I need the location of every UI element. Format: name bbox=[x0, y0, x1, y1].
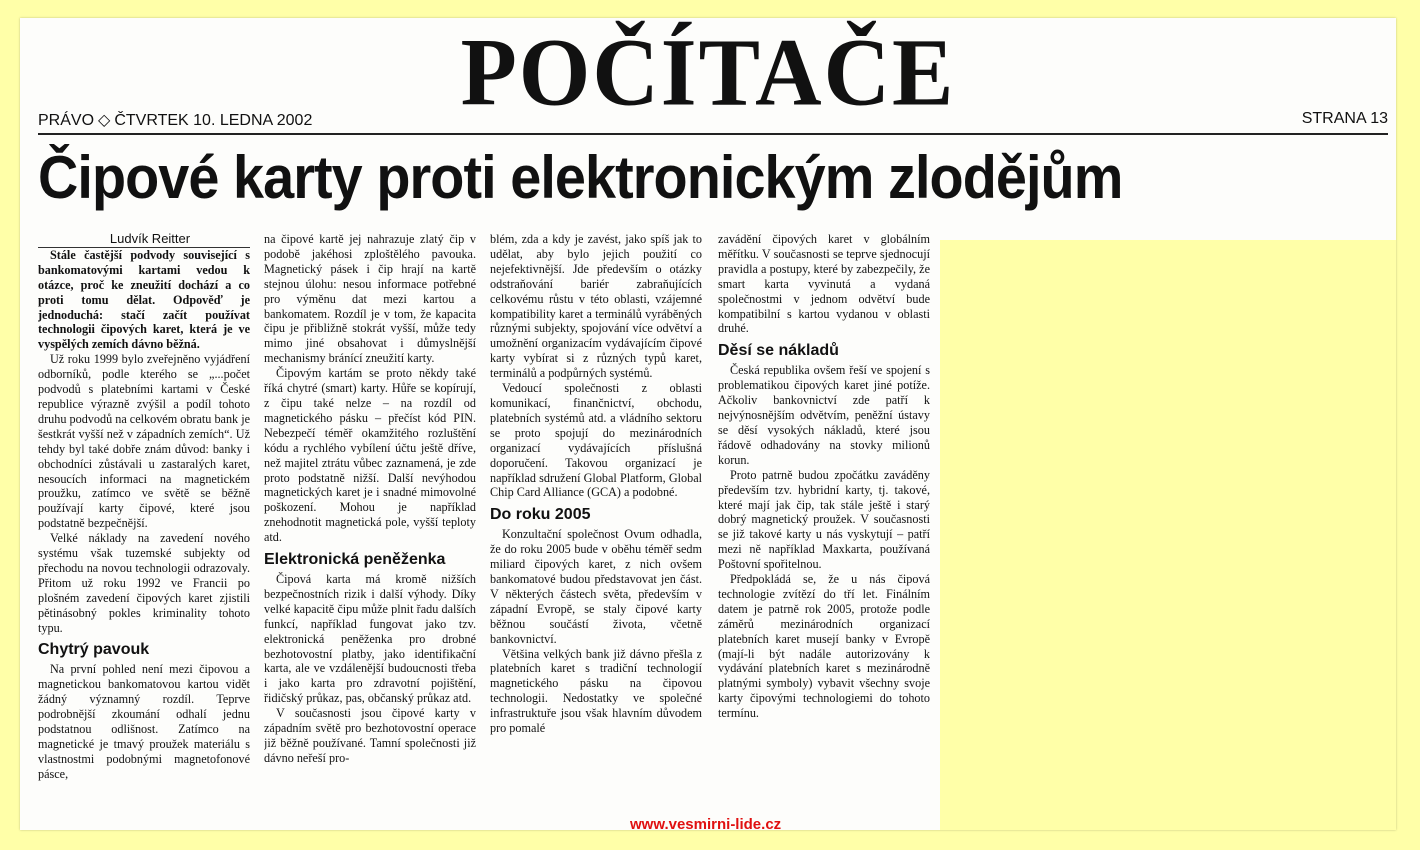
article-column-3 bbox=[490, 232, 702, 830]
paragraph: Už roku 1999 bylo zveřejněno vyjádření odborníků, podle kterého se „...počet podvodů s platebními kartami v České republice výrazně zvýšil a podíl tohoto druhu podvodů na celkovém obratu bank je šestkrát vyšší než v západních zemích“. Už tehdy byl také dobře znám důvod: banky i obchodníci zůstávali u zastaralých karet, nesoucích informaci na magnetickém proužku, zatímco ve světě se běžně používají karty čipové, které jsou podstatně bezpečnější. bbox=[38, 352, 250, 531]
newspaper-clipping bbox=[20, 18, 1396, 830]
paragraph: blém, zda a kdy je zavést, jako spíš jak to udělat, aby bylo jejich použití co nejefektivnější. Jde především o otázky odstraňování bariér zabraňujících celkovému růstu v této oblasti, vzájemné kompatibility karet a terminálů vyráběných různými subjekty, spojování více odvětví a umožnění organizacím vydávajícím čipové karty vybírat si z různých typů karet, terminálů a podpůrných systémů. bbox=[490, 232, 702, 381]
subheading: Do roku 2005 bbox=[490, 506, 591, 524]
article-lead: Stále častější podvody související s bankomatovými kartami vedou k otázce, proč ke zneužití dochází a co proti tomu dělat. Odpověď je jednoduchá: stačí začít používat technologii čipových karet, která je ve vyspělých zemích dávno běžná. bbox=[38, 247, 250, 352]
paragraph: Většina velkých bank již dávno přešla z platebních karet s tradiční technologií magnetického pásku na čipovou technologii. Nedostatky ve společné infrastruktuře jsou však hlavním důvodem pro pomalé bbox=[490, 646, 702, 736]
paragraph: na čipové kartě jej nahrazuje zlatý čip v podobě jakéhosi zploštělého pavouka. Magnetický pásek i čip hrají na kartě stejnou úlohu: nesou informace potřebné pro výměnu dat mezi kartou a bankomatem. Rozdíl je v tom, že kapacita čipu je přibližně stokrát vyšší, může tedy mimo jiné obsahovat i důmyslnější mechanismy bránící zneužití karty. bbox=[264, 232, 476, 366]
paragraph: Na první pohled není mezi čipovou a magnetickou bankomatovou kartou vidět žádný významný rozdíl. Teprve podrobnější zkoumání odhalí jednu podstatnou odlišnost. Zatímco na magnetické je tmavý proužek materiálu s vlastnostmi podobnými magnetofonové pásce, bbox=[38, 662, 250, 781]
article-headline: Čipové karty proti elektronickým zlodějům bbox=[38, 144, 1123, 211]
article-column-1 bbox=[38, 232, 250, 830]
paragraph: Vedoucí společnosti z oblasti komunikací, finančnictví, obchodu, platebních systémů atd. a vládního sektoru se proto spojují do mezinárodních organizací vydávajících příslušná doporučení. Takovou organizací je například sdružení Global Platform, Global Chip Card Alliance (GCA) a podobné. bbox=[490, 381, 702, 500]
article-column-2 bbox=[264, 232, 476, 830]
paper-name: PRÁVO bbox=[38, 112, 95, 129]
issue-date: ČTVRTEK 10. LEDNA 2002 bbox=[114, 112, 313, 129]
subheading: Elektronická peněženka bbox=[264, 551, 446, 569]
masthead-left bbox=[38, 110, 316, 130]
paragraph: Čipovým kartám se proto někdy také říká chytré (smart) karty. Hůře se kopírují, z čipu také nelze – na rozdíl od magnetického pásku – přečíst kód PIN. Nebezpečí téměř okamžitého rozluštění kódu a rychlého vybílení účtu ještě dříve, než majitel ztrátu vůbec zaznamená, je zde proto podstatně nižší. Další nevýhodou magnetických karet je i snadné mimovolné poškození. Mohou je například znehodnotit magnetická pole, vyšší teploty atd. bbox=[264, 366, 476, 545]
subheading: Děsí se nákladů bbox=[718, 342, 839, 360]
paragraph: Česká republika ovšem řeší ve spojení s problematikou čipových karet jiné potíže. Ačkoliv bankovnictví zde patří k nejvýnosnějším odvětvím, peněžní ústavy se děsí vysokých nákladů, které jsou řádově odhadovány na stovky milionů korun. bbox=[718, 363, 930, 467]
paragraph: Proto patrně budou zpočátku zaváděny především tzv. hybridní karty, tj. takové, které mají jak čip, tak stále ještě i starý dobrý magnetický proužek. V současnosti se již takové karty u nás vyskytují – patří mezi ně například Maxkarta, používaná Poštovní spořitelnou. bbox=[718, 467, 930, 572]
byline: Ludvík Reitter bbox=[38, 232, 250, 248]
masthead-line bbox=[38, 110, 1388, 135]
paragraph: Čipová karta má kromě nižších bezpečnostních rizik i další výhody. Díky velké kapacitě čipu může plnit řadu dalších funkcí, například fungovat jako tzv. elektronická peněženka pro drobné bezhotovostní platby, jako identifikační karta, ale ve vzdálenější budoucnosti třeba i jako karta pro zdravotní pojištění, řidičský průkaz, pas, občanský průkaz atd. bbox=[264, 572, 476, 706]
website-url[interactable]: www.vesmirni-lide.cz bbox=[630, 816, 782, 833]
section-title: POČÍTAČE bbox=[460, 18, 956, 126]
subheading: Chytrý pavouk bbox=[38, 641, 150, 659]
article-column-4 bbox=[718, 232, 930, 830]
paragraph: Předpokládá se, že u nás čipová technologie zvítězí do tří let. Finálním datem je patrně rok 2005, protože podle záměrů mezinárodních organizací platebních karet musejí banky v Evropě (mají-li být nadále autorizovány k vydávání platebních karet s mezinárodně platnými symboly) vybavit všechny svoje karty čipovými technologiemi do tohoto termínu. bbox=[718, 572, 930, 721]
article-body bbox=[38, 232, 938, 830]
paragraph: zavádění čipových karet v globálním měřítku. V současnosti se teprve sjednocují pravidla a postupy, které by zabezpečily, že smart karta vyvinutá a vydaná společnostmi v jednom odvětví bude kompatibilní s kartou vydanou v oblasti druhé. bbox=[718, 232, 930, 336]
paragraph: V současnosti jsou čipové karty v západním světě pro bezhotovostní operace již běžně používané. Tamní společnosti již dávno neřeší pro- bbox=[264, 706, 476, 765]
paragraph: Konzultační společnost Ovum odhadla, že do roku 2005 bude v oběhu téměř sedm miliard čipových karet, z nich ovšem bankomatové budou představovat jen část. V některých částech světa, především v západní Evropě, se staly čipové karty běžnou součástí života, včetně bankovnictví. bbox=[490, 527, 702, 646]
paragraph: Velké náklady na zavedení nového systému však tuzemské subjekty od přechodu na novou technologii odrazovaly. Přitom už roku 1992 ve Francii po plošném zavedení čipových karet zjistili pětinásobný pokles kriminality tohoto typu. bbox=[38, 531, 250, 635]
page-number: STRANA 13 bbox=[1301, 110, 1388, 127]
diamond-icon: ◇ bbox=[98, 112, 111, 129]
